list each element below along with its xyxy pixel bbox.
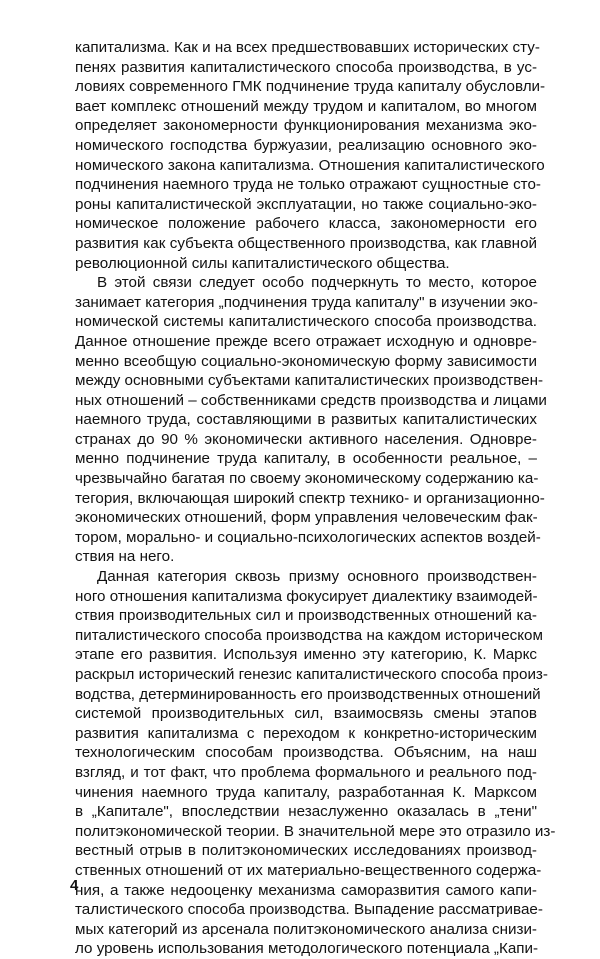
text-line: тегория, включающая широкий спектр технико- и организационно- xyxy=(75,489,545,507)
text-line: вает комплекс отношений между трудом и капиталом, во многом xyxy=(75,97,537,115)
text-line: определяет закономерности функционирования механизма эко- xyxy=(75,117,537,135)
text-line: между основными субъектами капиталистических производствен- xyxy=(75,372,544,390)
text-line: технологическим способам производства. Объясним, на наш xyxy=(75,744,537,762)
text-line: номического господства буржуазии, реализацию основного эко- xyxy=(75,136,537,154)
text-line: роны капиталистической эксплуатации, но также социально-эко- xyxy=(75,195,537,213)
text-line: номического закона капитализма. Отношения капиталистического xyxy=(75,156,545,174)
text-line: капитализма. Как и на всех предшествовавших исторических сту- xyxy=(75,39,540,56)
text-line: чрезвычайно багатая по своему экономическому содержанию ка- xyxy=(75,470,539,488)
text-line: ного отношения капитализма фокусирует диалектику взаимодей- xyxy=(75,587,538,605)
text-line: этапе его развития. Используя именно эту категорию, К. Маркс xyxy=(75,646,537,664)
text-line: талистического способа производства. Выпадение рассматривае- xyxy=(75,901,543,919)
text-line: занимает категория „подчинения труда капиталу" в изучении эко- xyxy=(75,293,538,311)
text-line: питалистического способа производства на каждом историческом xyxy=(75,626,543,644)
text-line: Данная категория сквозь призму основного производствен- xyxy=(97,568,537,586)
text-line: подчинения наемного труда не только отражают сущностные сто- xyxy=(75,176,541,194)
text-line: ло уровень использования методологического потенциала „Капи- xyxy=(75,940,539,958)
text-line: раскрыл исторический генезис капиталистического способа произ- xyxy=(75,666,548,683)
page-body xyxy=(75,38,556,959)
paragraph-3 xyxy=(75,567,556,959)
text-line: системой производительных сил, взаимосвязь смены этапов xyxy=(75,705,537,723)
text-line: Данное отношение прежде всего отражает исходную и одновре- xyxy=(75,332,537,350)
text-line: взгляд, и тот факт, что проблема формального и реального под- xyxy=(75,763,537,781)
text-line: экономических отношений, форм управления человеческим фак- xyxy=(75,509,538,527)
paragraph-2 xyxy=(75,273,547,567)
text-line: чинения наемного труда капиталу, разработанная К. Марксом xyxy=(75,783,537,801)
text-line: наемного труда, составляющими в развитых капиталистических xyxy=(75,411,537,429)
text-line: странах до 90 % экономически активного населения. Одновре- xyxy=(75,430,537,448)
text-line: ловиях современного ГМК подчинение труда капиталу обусловли- xyxy=(75,78,546,96)
paragraph-1 xyxy=(75,38,546,273)
text-line: развития капитализма с переходом к конкретно-историческим xyxy=(75,724,537,742)
text-line: вестный отрыв в политэкономических исследованиях производ- xyxy=(75,842,537,860)
text-line: ствия производительных сил и производственных отношений ка- xyxy=(75,607,537,625)
text-line: в „Капитале", впоследствии незаслуженно оказалась в „тени" xyxy=(75,803,537,821)
text-line: номической системы капиталистического способа производства. xyxy=(75,313,537,331)
text-line: номическое положение рабочего класса, закономерности его xyxy=(75,215,537,233)
text-line: тором, морально- и социально-психологических аспектов воздей- xyxy=(75,528,541,546)
text-line: ния, а также недооценку механизма саморазвития самого капи- xyxy=(75,881,537,899)
text-line: ствия на него. xyxy=(75,548,175,566)
text-line: ных отношений – собственниками средств производства и лицами xyxy=(75,391,547,409)
text-line: пенях развития капиталистического способа производства, в ус- xyxy=(75,58,537,76)
text-line: развития как субъекта общественного производства, как главной xyxy=(75,234,537,252)
text-line: политэкономической теории. В значительной мере это отразило из- xyxy=(75,822,556,840)
text-line: мых категорий из арсенала политэкономического анализа снизи- xyxy=(75,920,537,938)
text-line: ственных отношений от их материально-вещественного содержа- xyxy=(75,861,542,879)
text-line: революционной силы капиталистического общества. xyxy=(75,254,450,272)
page-number: 4 xyxy=(70,877,79,894)
text-line: менно подчинение труда капиталу, в особенности реальное, – xyxy=(75,450,537,468)
text-line: В этой связи следует особо подчеркнуть то место, которое xyxy=(97,274,537,292)
text-line: менно всеобщую социально-экономическую форму зависимости xyxy=(75,352,537,370)
text-line: водства, детерминированность его производственных отношений xyxy=(75,685,541,703)
